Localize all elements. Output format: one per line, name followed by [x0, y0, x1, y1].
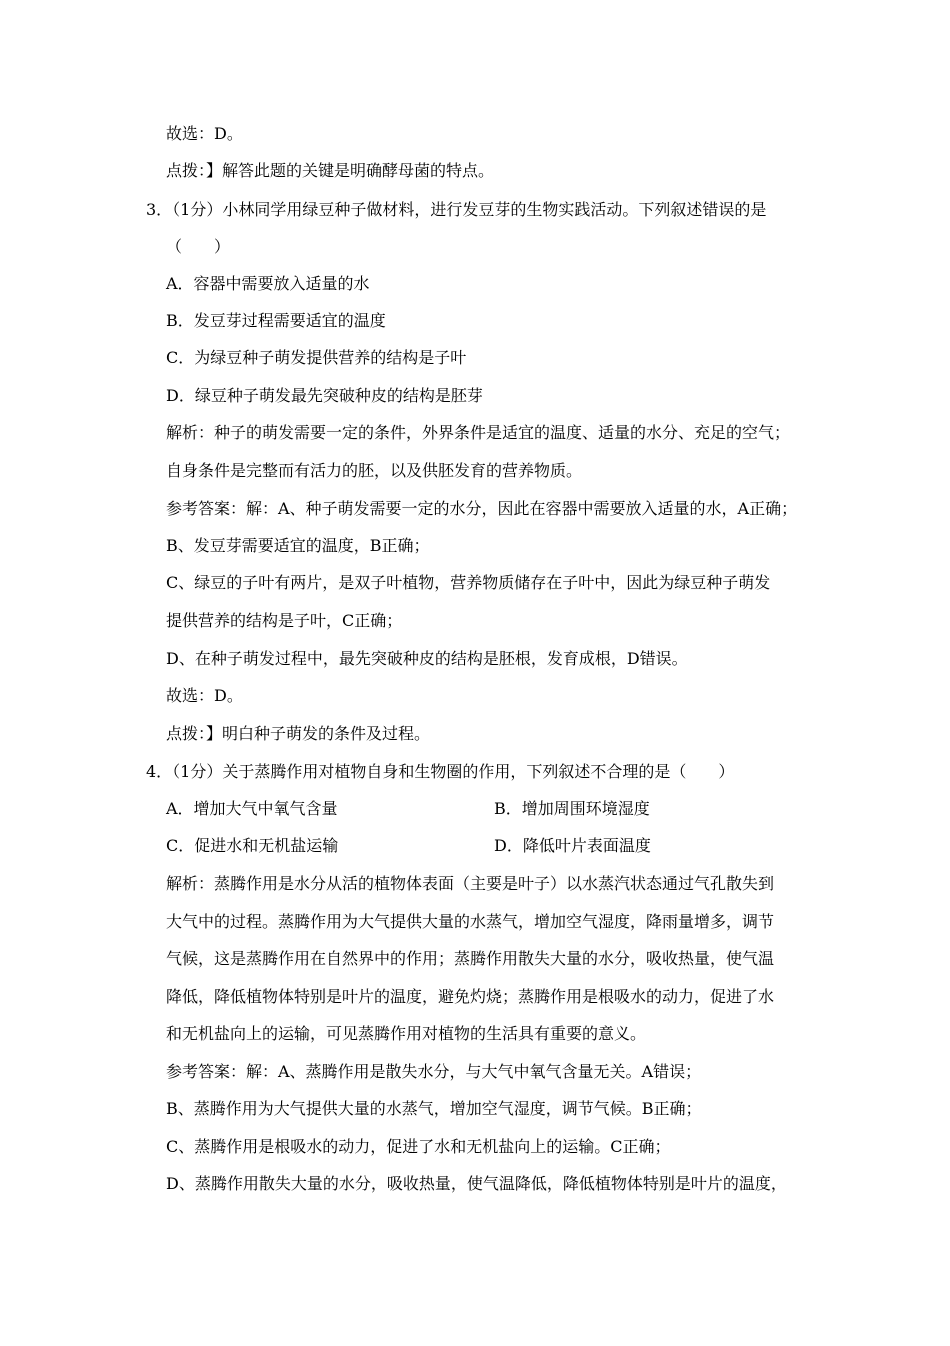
q3-option-b: B．发豆芽过程需要适宜的温度 [166, 311, 386, 330]
q4-analysis-line: 大气中的过程。蒸腾作用为大气提供大量的水蒸气，增加空气湿度，降雨量增多，调节 [166, 912, 775, 931]
q4-option-a: A．增加大气中氧气含量 [166, 799, 338, 818]
q4-answer-line: D、蒸腾作用散失大量的水分，吸收热量，使气温降低，降低植物体特别是叶片的温度， [166, 1174, 787, 1193]
q3-analysis-line: 解析：种子的萌发需要一定的条件，外界条件是适宜的温度、适量的水分、充足的空气； [166, 423, 791, 442]
prev-tip: 点拨：】解答此题的关键是明确酵母菌的特点。 [166, 161, 495, 180]
q3-stem-line2: （ ） [166, 237, 231, 256]
q4-analysis-line: 解析：蒸腾作用是水分从活的植物体表面（主要是叶子）以水蒸汽状态通过气孔散失到 [166, 874, 775, 893]
q4-answer-line: 参考答案：解：A、蒸腾作用是散失水分，与大气中氧气含量无关。A错误； [166, 1062, 702, 1081]
q4-option-d: D．降低叶片表面温度 [494, 836, 651, 855]
q4-answer-line: B、蒸腾作用为大气提供大量的水蒸气，增加空气湿度，调节气候。B正确； [166, 1099, 702, 1118]
prev-choice: 故选：D。 [166, 124, 243, 143]
q4-analysis-line: 降低，降低植物体特别是叶片的温度，避免灼烧；蒸腾作用是根吸水的动力，促进了水 [166, 987, 775, 1006]
q4-analysis-line: 和无机盐向上的运输，可见蒸腾作用对植物的生活具有重要的意义。 [166, 1024, 647, 1043]
q3-option-c: C．为绿豆种子萌发提供营养的结构是子叶 [166, 348, 467, 367]
q4-stem: 4．（1分）关于蒸腾作用对植物自身和生物圈的作用，下列叙述不合理的是（ ） [146, 762, 735, 781]
q3-answer-line: B、发豆芽需要适宜的温度，B正确； [166, 536, 430, 555]
q3-option-a: A．容器中需要放入适量的水 [166, 274, 370, 293]
q4-option-b: B．增加周围环境湿度 [494, 799, 650, 818]
q3-analysis-line: 自身条件是完整而有活力的胚，以及供胚发育的营养物质。 [166, 461, 583, 480]
q3-stem-line1: 3．（1分）小林同学用绿豆种子做材料，进行发豆芽的生物实践活动。下列叙述错误的是 [146, 200, 767, 219]
q3-answer-line: 参考答案：解：A、种子萌发需要一定的水分，因此在容器中需要放入适量的水，A正确； [166, 499, 798, 518]
q3-option-d: D．绿豆种子萌发最先突破种皮的结构是胚芽 [166, 386, 483, 405]
q3-answer-line: 提供营养的结构是子叶，C正确； [166, 611, 403, 630]
q3-answer-line: C、绿豆的子叶有两片，是双子叶植物，营养物质储存在子叶中，因此为绿豆种子萌发 [166, 573, 771, 592]
q4-analysis-line: 气候，这是蒸腾作用在自然界中的作用；蒸腾作用散失大量的水分，吸收热量，使气温 [166, 949, 775, 968]
q3-choice: 故选：D。 [166, 686, 243, 705]
q4-option-c: C．促进水和无机盐运输 [166, 836, 339, 855]
q3-answer-line: D、在种子萌发过程中，最先突破种皮的结构是胚根，发育成根，D错误。 [166, 649, 688, 668]
q4-answer-line: C、蒸腾作用是根吸水的动力，促进了水和无机盐向上的运输。C正确； [166, 1137, 671, 1156]
q3-tip: 点拨：】明白种子萌发的条件及过程。 [166, 724, 431, 743]
